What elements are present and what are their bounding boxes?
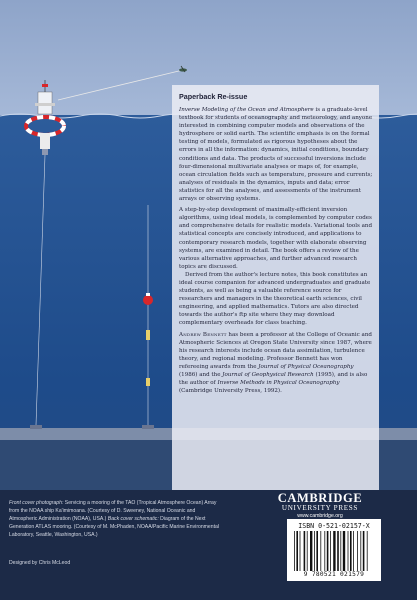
publisher-logo: [258, 492, 382, 519]
barcode-box: [287, 519, 381, 581]
author-name: Andrew Bennett: [179, 331, 227, 338]
isbn-digits: 9 780521 021579: [303, 571, 365, 578]
publisher-subtitle: UNIVERSITY PRESS: [281, 504, 359, 512]
description-paragraph: Inverse Modeling of the Ocean and Atmosphere is a graduate-level textbook for students of oceanography and meteorology, and anyone interested in combining computer models and observations of the hydrosphere or solid earth. The scientific emphasis is on the formal testing of models, formulated as rigorous hypotheses about the errors in all the information: dynamics, initial conditions, boundary conditions and data. The products of successful inversions include four-dimensional multivariate analyses or maps of, for example, ocean circulation fields such as temperature, pressure and currents; analyses of residuals in the dynamics, inputs and data; error statistics for all the analyses, and assessments of the instrument arrays or observing systems.: [179, 107, 373, 203]
panel-heading: Paperback Re-issue: [179, 92, 248, 101]
author-bio: Andrew Bennett has been a professor at the College of Oceanic and Atmospheric Sciences at Oregon State University since 1987, where his research interests include ocean data assimilation, turbulence theory, and regional modeling. Professor Bennett has won refereeing awards from the Journal of Physical Oceanography (1986) and the Journal of Geophysical Research (1995), and is also the author of Inverse Methods in Physical Oceanography (Cambridge University Press, 1992).: [179, 331, 372, 395]
cover-credits: Front cover photograph: Servicing a mooring of the TAO (Tropical Atmosphere Ocean) Array from the NOAA ship Ka'imimoana. (Courtesy of D. Sweeney, National Oceanic and Atmospheric Administration (NOAA), USA.) Back cover schematic: Diagram of the Next Generation ATLAS mooring. (Courtesy of M. McPhaden, NOAA/Pacific Marine Environmental Laboratory, Seattle, Washington, USA.): [9, 500, 219, 538]
description-panel: [172, 85, 379, 490]
publisher-name: CAMBRIDGE: [277, 491, 363, 505]
algorithms-paragraph: A step-by-step development of maximally-efficient inversion algorithms, using ideal models, is complemented by computer codes and comprehensive details for realistic models. Variational tools and statistical concepts are concisely introduced, and applications to contemporary research models, together with elaborate observing systems, are examined in detail. The book offers a review of the various alternative approaches, and further advanced research topics are discussed.: [179, 207, 373, 270]
audience-paragraph: Derived from the author's lecture notes, this book constitutes an ideal course companion for advanced undergraduates and graduate students, as well as being a valuable reference source for researchers and managers in the theoretical earth sciences, civil engineering, and applied mathematics. Tutors are also directed towards the author's ftp site where they may download complementary overheads for class teaching.: [179, 271, 371, 327]
publisher-url: www.cambridge.org: [297, 513, 343, 519]
designer-credit: Designed by Chris McLeod: [9, 560, 71, 566]
book-title: Inverse Modeling of the Ocean and Atmosphere: [179, 107, 314, 113]
barcode-icon: [293, 531, 375, 571]
isbn-label: ISBN 0-521-02157-X: [298, 522, 370, 530]
